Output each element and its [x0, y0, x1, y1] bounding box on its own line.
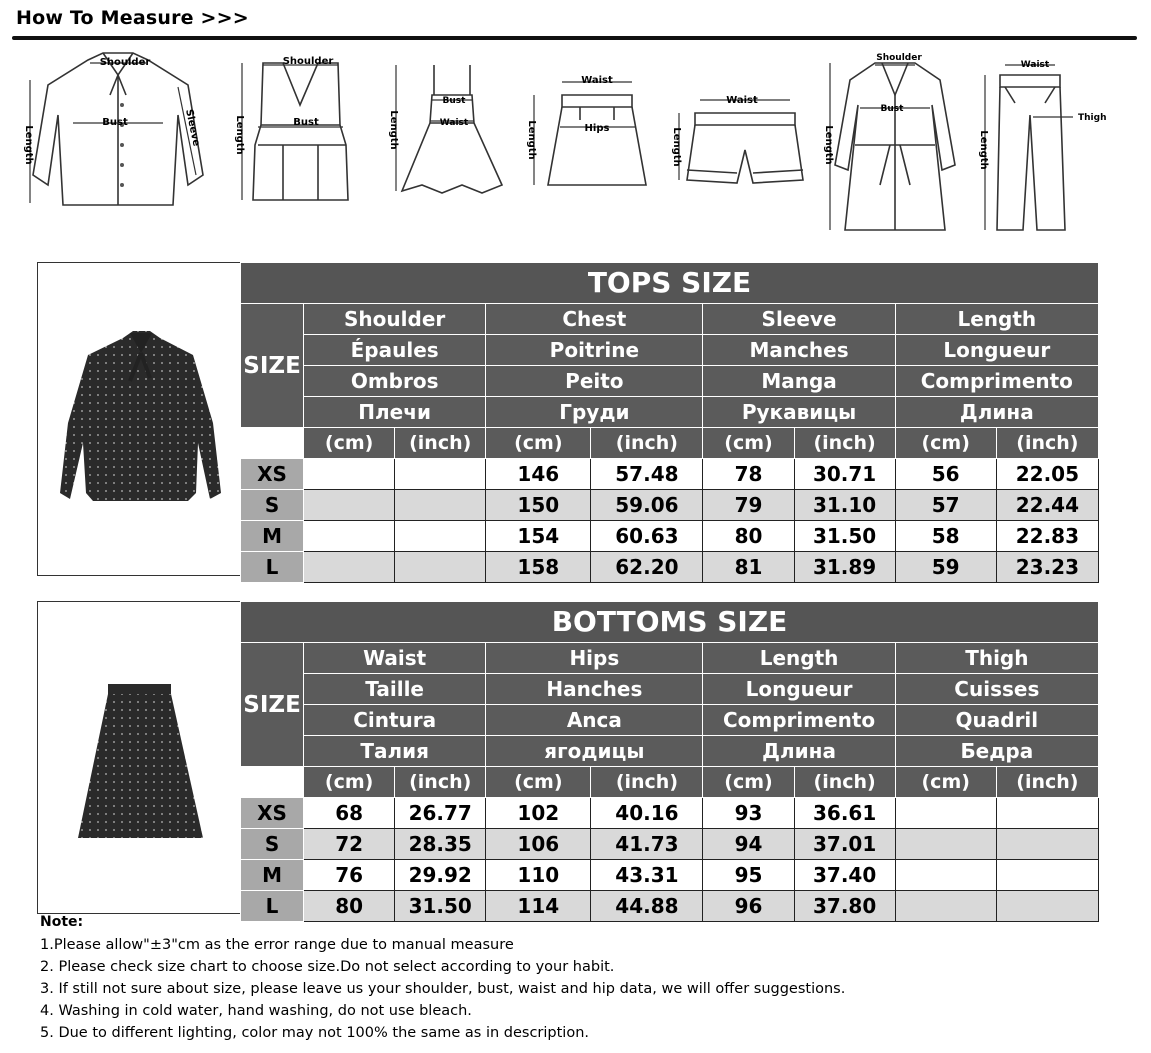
table-cell: 43.31	[591, 860, 703, 891]
tops-col-sleeve-fr: Manches	[703, 335, 895, 366]
note-line: 2. Please check size chart to choose size.Do not select according to your habit.	[40, 959, 615, 975]
bottoms-col-thigh-fr: Cuisses	[895, 674, 1098, 705]
size-label: L	[241, 552, 304, 583]
pants-thigh-label: Thigh	[1078, 113, 1107, 123]
shorts-length-label: Length	[671, 127, 682, 167]
tops-col-chest-pt: Peito	[486, 366, 703, 397]
table-cell: 154	[486, 521, 591, 552]
notes-section	[40, 914, 1120, 1044]
table-cell: 79	[703, 490, 794, 521]
bottoms-unit: (inch)	[591, 767, 703, 798]
tops-unit: (inch)	[794, 428, 895, 459]
tops-col-length-en: Length	[895, 304, 1098, 335]
tops-table-title: TOPS SIZE	[241, 263, 1099, 304]
bottoms-col-waist-ru: Талия	[304, 736, 486, 767]
pants-diagram	[975, 45, 1110, 245]
table-cell: 31.50	[794, 521, 895, 552]
bottoms-col-length-pt: Comprimento	[703, 705, 895, 736]
table-cell	[304, 521, 395, 552]
table-cell: 59.06	[591, 490, 703, 521]
table-cell: 146	[486, 459, 591, 490]
tops-unit: (inch)	[591, 428, 703, 459]
skirt-waist-label: Waist	[581, 75, 613, 86]
tops-unit: (inch)	[395, 428, 486, 459]
bottoms-col-thigh-en: Thigh	[895, 643, 1098, 674]
dress-diagram	[382, 45, 512, 215]
size-label: L	[241, 891, 304, 922]
bottoms-unit: (inch)	[395, 767, 486, 798]
table-cell: 31.89	[794, 552, 895, 583]
bottoms-col-hips-pt: Anca	[486, 705, 703, 736]
coat-shoulder-label: Shoulder	[876, 53, 922, 63]
coat-length-label: Length	[823, 125, 834, 165]
table-cell: 68	[304, 798, 395, 829]
table-cell	[304, 459, 395, 490]
table-cell: 41.73	[591, 829, 703, 860]
tops-unit-spacer	[241, 428, 304, 459]
notes-title: Note:	[40, 914, 84, 930]
bottoms-col-waist-en: Waist	[304, 643, 486, 674]
tops-col-length-pt: Comprimento	[895, 366, 1098, 397]
table-cell: 28.35	[395, 829, 486, 860]
table-cell: 95	[703, 860, 794, 891]
tops-col-shoulder-ru: Плечи	[304, 397, 486, 428]
bottoms-size-table	[240, 601, 1099, 922]
table-cell: 23.23	[996, 552, 1098, 583]
table-cell: 30.71	[794, 459, 895, 490]
tank-bust-label: Bust	[293, 117, 319, 128]
tops-unit: (cm)	[703, 428, 794, 459]
table-cell	[304, 552, 395, 583]
table-cell: 58	[895, 521, 996, 552]
tops-size-table	[240, 262, 1099, 583]
table-cell: 57	[895, 490, 996, 521]
table-cell: 72	[304, 829, 395, 860]
bottoms-col-length-en: Length	[703, 643, 895, 674]
table-cell: 36.61	[794, 798, 895, 829]
tops-col-chest-en: Chest	[486, 304, 703, 335]
size-label: M	[241, 521, 304, 552]
tops-col-shoulder-fr: Épaules	[304, 335, 486, 366]
table-cell: 22.05	[996, 459, 1098, 490]
table-cell	[395, 490, 486, 521]
table-cell: 60.63	[591, 521, 703, 552]
bottoms-col-thigh-pt: Quadril	[895, 705, 1098, 736]
note-line: 4. Washing in cold water, hand washing, do not use bleach.	[40, 1003, 472, 1019]
table-cell: 62.20	[591, 552, 703, 583]
tops-col-shoulder-en: Shoulder	[304, 304, 486, 335]
table-cell	[895, 829, 996, 860]
bottoms-unit: (cm)	[304, 767, 395, 798]
coat-bust-label: Bust	[880, 104, 904, 114]
tops-size-header: SIZE	[241, 304, 304, 428]
tops-unit: (cm)	[486, 428, 591, 459]
header-divider	[12, 36, 1137, 40]
bottoms-unit: (cm)	[703, 767, 794, 798]
bottoms-col-hips-ru: ягодицы	[486, 736, 703, 767]
table-row	[241, 860, 1099, 891]
bottoms-product-image	[37, 601, 242, 914]
bottoms-unit: (cm)	[895, 767, 996, 798]
table-cell: 59	[895, 552, 996, 583]
table-cell: 81	[703, 552, 794, 583]
table-cell: 93	[703, 798, 794, 829]
table-cell: 150	[486, 490, 591, 521]
size-label: M	[241, 860, 304, 891]
table-cell: 31.10	[794, 490, 895, 521]
bottoms-unit-spacer	[241, 767, 304, 798]
blouse-diagram	[18, 45, 218, 215]
size-label: XS	[241, 798, 304, 829]
dress-waist-label: Waist	[439, 118, 469, 128]
table-cell	[395, 552, 486, 583]
table-cell	[304, 490, 395, 521]
blouse-length-label: Length	[23, 125, 34, 165]
size-label: S	[241, 829, 304, 860]
blouse-sleeve-label: Sleeve	[183, 108, 202, 148]
shorts-diagram	[665, 45, 815, 215]
table-cell: 158	[486, 552, 591, 583]
table-cell: 26.77	[395, 798, 486, 829]
table-cell: 96	[703, 891, 794, 922]
blouse-photo	[38, 263, 241, 575]
pants-length-label: Length	[978, 130, 989, 170]
table-row	[241, 798, 1099, 829]
coat-diagram	[820, 45, 970, 245]
table-cell: 94	[703, 829, 794, 860]
table-cell: 57.48	[591, 459, 703, 490]
bottoms-col-length-fr: Longueur	[703, 674, 895, 705]
bottoms-col-waist-fr: Taille	[304, 674, 486, 705]
tops-unit: (cm)	[304, 428, 395, 459]
tops-col-sleeve-pt: Manga	[703, 366, 895, 397]
bottoms-unit: (cm)	[486, 767, 591, 798]
bottoms-col-hips-fr: Hanches	[486, 674, 703, 705]
pants-waist-label: Waist	[1020, 60, 1050, 70]
tops-unit: (inch)	[996, 428, 1098, 459]
table-row	[241, 490, 1099, 521]
table-cell: 40.16	[591, 798, 703, 829]
tank-diagram	[228, 45, 373, 215]
table-cell: 37.01	[794, 829, 895, 860]
table-cell: 80	[304, 891, 395, 922]
table-cell	[996, 798, 1098, 829]
table-cell	[895, 798, 996, 829]
bottoms-size-header: SIZE	[241, 643, 304, 767]
table-cell	[996, 829, 1098, 860]
skirt-hips-label: Hips	[584, 123, 610, 134]
tops-col-sleeve-en: Sleeve	[703, 304, 895, 335]
table-row	[241, 552, 1099, 583]
tops-col-shoulder-pt: Ombros	[304, 366, 486, 397]
table-cell	[395, 521, 486, 552]
dress-length-label: Length	[388, 110, 399, 150]
table-cell: 110	[486, 860, 591, 891]
tops-product-image	[37, 262, 242, 576]
table-cell	[395, 459, 486, 490]
tank-length-label: Length	[234, 115, 245, 155]
table-cell	[895, 860, 996, 891]
table-cell: 114	[486, 891, 591, 922]
note-line: 5. Due to different lighting, color may not 100% the same as in description.	[40, 1025, 590, 1041]
table-cell: 31.50	[395, 891, 486, 922]
table-cell: 102	[486, 798, 591, 829]
tops-unit: (cm)	[895, 428, 996, 459]
table-cell: 22.44	[996, 490, 1098, 521]
table-cell: 78	[703, 459, 794, 490]
tops-col-chest-fr: Poitrine	[486, 335, 703, 366]
tops-col-sleeve-ru: Рукавицы	[703, 397, 895, 428]
blouse-bust-label: Bust	[102, 117, 128, 128]
bottoms-table-title: BOTTOMS SIZE	[241, 602, 1099, 643]
tops-col-length-ru: Длина	[895, 397, 1098, 428]
bottoms-col-waist-pt: Cintura	[304, 705, 486, 736]
bottoms-col-length-ru: Длина	[703, 736, 895, 767]
table-cell: 22.83	[996, 521, 1098, 552]
table-cell: 106	[486, 829, 591, 860]
tops-col-length-fr: Longueur	[895, 335, 1098, 366]
tops-col-chest-ru: Груди	[486, 397, 703, 428]
table-cell	[996, 860, 1098, 891]
bottoms-unit: (inch)	[794, 767, 895, 798]
table-row	[241, 459, 1099, 490]
table-cell: 44.88	[591, 891, 703, 922]
table-row	[241, 829, 1099, 860]
bottoms-col-thigh-ru: Бедра	[895, 736, 1098, 767]
skirt-photo	[38, 602, 241, 913]
size-label: XS	[241, 459, 304, 490]
table-cell: 37.40	[794, 860, 895, 891]
bottoms-col-hips-en: Hips	[486, 643, 703, 674]
table-cell: 29.92	[395, 860, 486, 891]
bottoms-unit: (inch)	[996, 767, 1098, 798]
skirt-diagram	[520, 45, 660, 215]
table-row	[241, 521, 1099, 552]
table-cell: 80	[703, 521, 794, 552]
page-title: How To Measure >>>	[16, 7, 249, 29]
note-line: 1.Please allow"±3"cm as the error range due to manual measure	[40, 937, 514, 953]
size-label: S	[241, 490, 304, 521]
blouse-shoulder-label: Shoulder	[99, 57, 151, 68]
table-cell: 56	[895, 459, 996, 490]
dress-bust-label: Bust	[442, 96, 466, 106]
table-cell: 37.80	[794, 891, 895, 922]
measure-diagrams	[0, 45, 1151, 250]
skirt-length-label: Length	[526, 120, 537, 160]
note-line: 3. If still not sure about size, please leave us your shoulder, bust, waist and hip data, we will offer suggestions.	[40, 981, 846, 997]
tank-shoulder-label: Shoulder	[282, 56, 334, 67]
shorts-waist-label: Waist	[726, 95, 758, 106]
table-cell: 76	[304, 860, 395, 891]
